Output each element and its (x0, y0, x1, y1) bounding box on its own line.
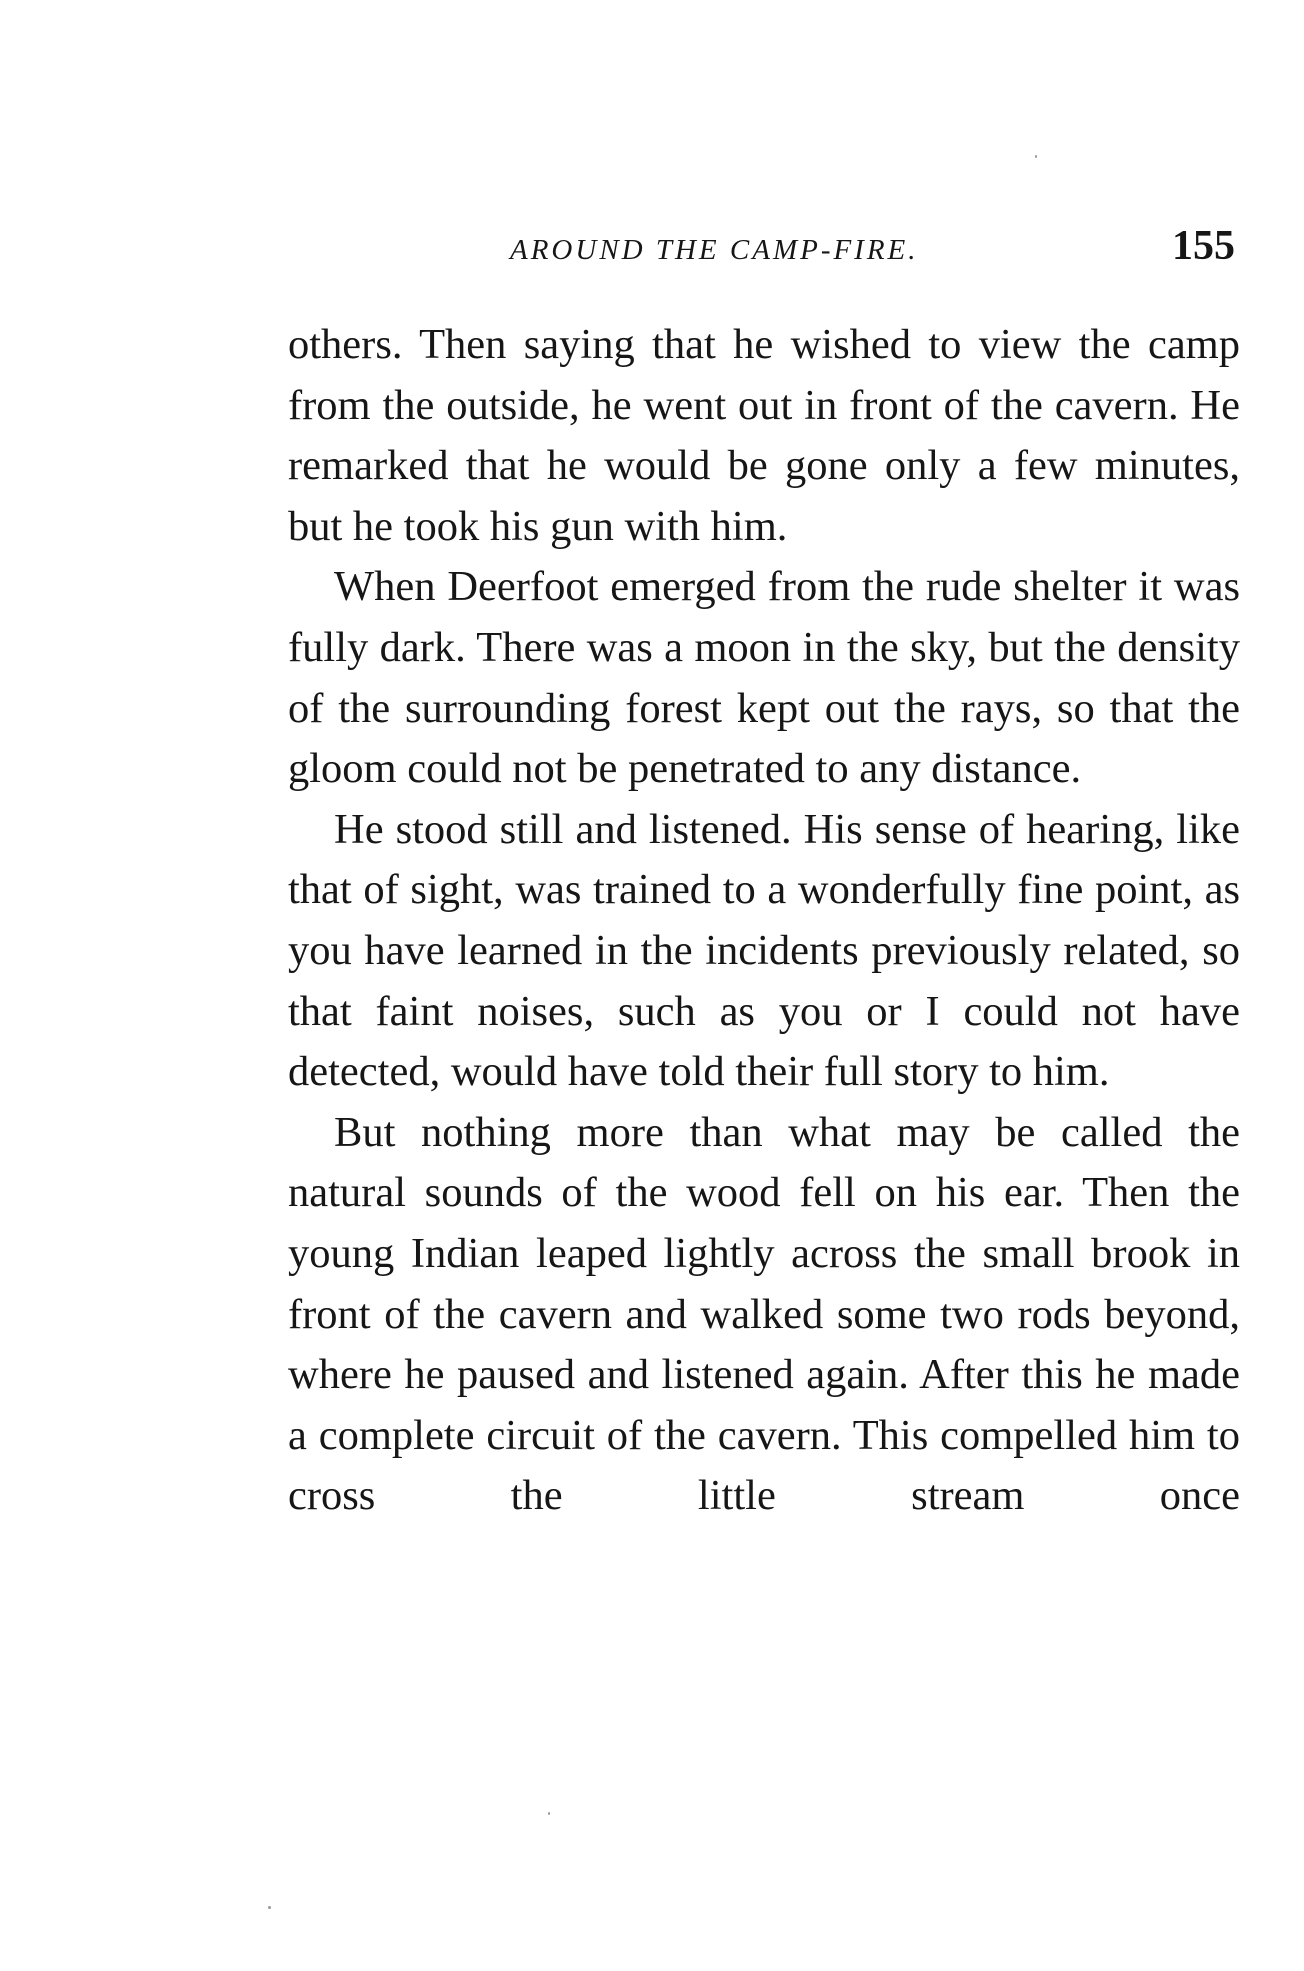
paragraph-4: But nothing more than what may be called the natural sounds of the wood fell on his ear. Then the young Indian leaped lightly across the small brook in front of the cavern and walked some two rods beyond, where he paused and listened again. After this he made a complete circuit of the cavern. This compelled him to cross the little stream once (288, 1108, 1240, 1520)
paper-speck (268, 1906, 271, 1909)
body-text (288, 315, 1240, 1527)
paragraph-2: When Deerfoot emerged from the rude shelter it was fully dark. There was a moon in the sky, but the density of the surrounding forest kept out the rays, so that the gloom could not be penetrated to any distance. (288, 563, 1240, 793)
running-title: AROUND THE CAMP-FIRE. (510, 234, 919, 266)
paper-speck (1035, 155, 1037, 158)
paragraph-1: others. Then saying that he wished to view the camp from the outside, he went out in front of the cavern. He remarked that he would be gone only a few minutes, but he took his gun with him. (288, 321, 1240, 550)
paragraph-3: He stood still and listened. His sense of hearing, like that of sight, was trained to a wonderfully fine point, as you have learned in the incidents previously related, so that faint noises, such as you or I could not have detected, would have told their full story to him. (288, 805, 1240, 1096)
paper-speck (548, 1812, 550, 1815)
running-head (290, 222, 1235, 272)
page-number: 155 (1172, 223, 1235, 269)
